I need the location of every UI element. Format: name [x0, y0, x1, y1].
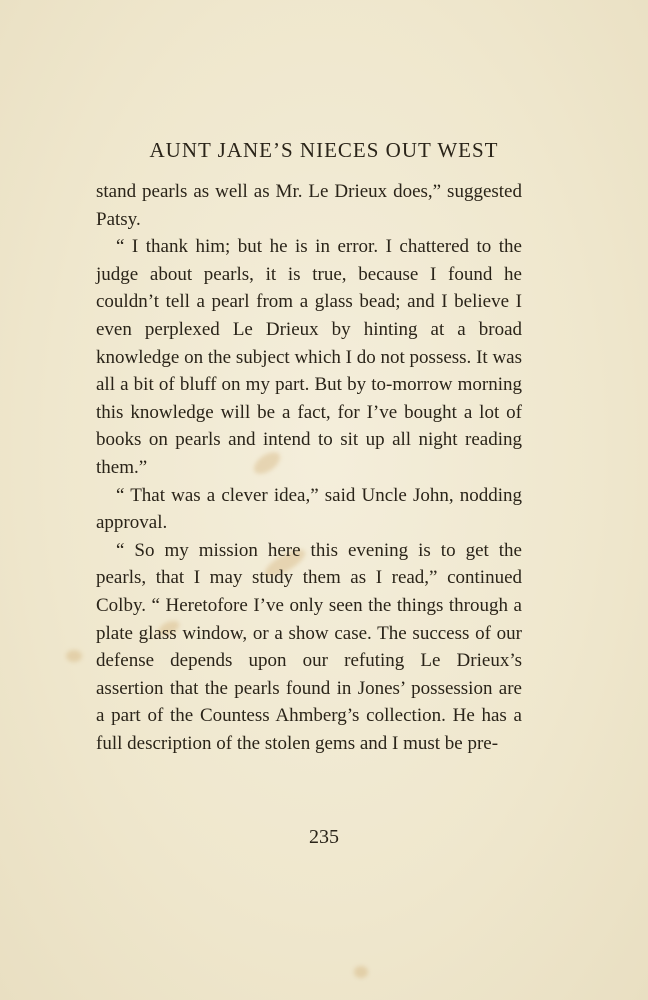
paper-stain — [66, 650, 82, 662]
paragraph: stand pearls as well as Mr. Le Drieux does,” suggested Patsy. — [96, 181, 522, 230]
body-text — [96, 178, 522, 757]
paragraph: “ That was a clever idea,” said Uncle John, nodding approval. — [96, 484, 522, 534]
paragraph: “ I thank him; but he is in error. I chattered to the judge about pearls, it is true, because I found he couldn’t tell a pearl from a glass bead; and I believe I even perplexed Le Drieux by hinting at a broad knowledge on the subject which I do not possess. It was all a bit of bluff on my part. But by to-morrow morning this knowledge will be a fact, for I’ve bought a lot of books on pearls and intend to sit up all night reading them.” — [96, 236, 522, 478]
paper-stain — [354, 966, 368, 978]
running-head: AUNT JANE’S NIECES OUT WEST — [149, 138, 499, 162]
paragraph: “ So my mission here this evening is to get the pearls, that I may study them as I read,” continued Colby. “ Heretofore I’ve only seen the things through a plate glass window, or a show case. The success of our defense depends upon our refuting Le Drieux’s assertion that the pearls found in Jones’ possession are a part of the Countess Ahmberg’s collection. He has a full description of the stolen gems and I must be pre- — [96, 539, 522, 754]
page-number: 235 — [309, 826, 339, 848]
